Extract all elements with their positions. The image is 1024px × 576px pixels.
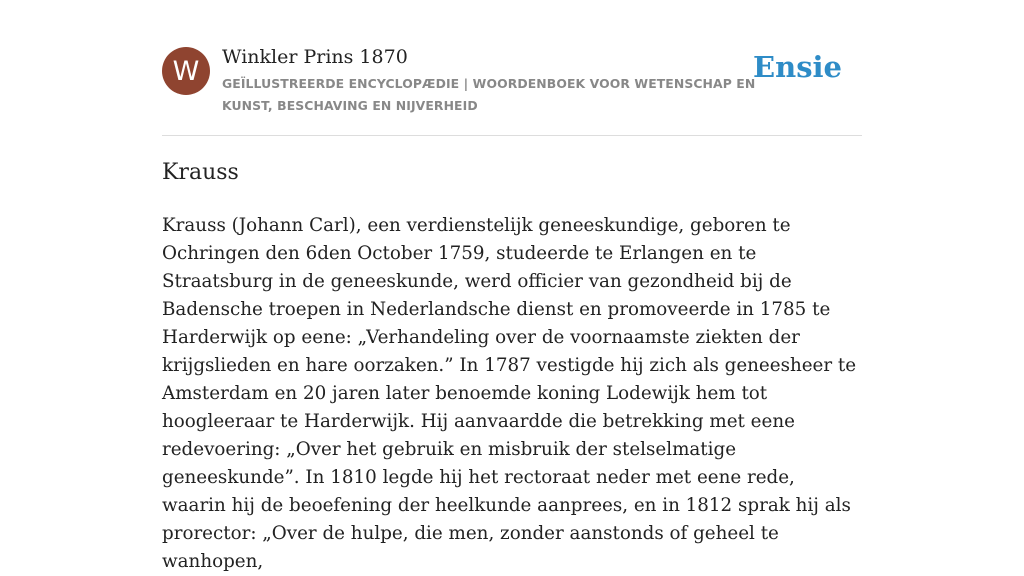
- source-avatar[interactable]: W: [162, 47, 210, 95]
- header-divider: [162, 135, 862, 136]
- ensie-logo[interactable]: Ensie: [753, 50, 842, 84]
- source-title[interactable]: Winkler Prins 1870: [222, 46, 408, 68]
- entry-title: Krauss: [162, 160, 239, 185]
- entry-body: Krauss (Johann Carl), een verdienstelijk geneeskundige, geboren te Ochringen den 6den October 1759, studeerde te Erlangen en te Straatsburg in de geneeskunde, werd officier van gezondheid bij de Badensche troepen in Nederlandsche dienst en promoveerde in 1785 te Harderwijk op eene: „Verhandeling over de voornaamste ziekten der krijgslieden en hare oorzaken.” In 1787 vestigde hij zich als geneesheer te Amsterdam en 20 jaren later benoemde koning Lodewijk hem tot hoogleeraar te Harderwijk. Hij aanvaardde die betrekking met eene redevoering: „Over het gebruik en misbruik der stelselmatige geneeskunde”. In 1810 legde hij het rectoraat neder met eene rede, waarin hij de beoefening der heelkunde aanprees, en in 1812 sprak hij als prorector: „Over de hulpe, die men, zonder aanstonds of geheel te wanhopen,: [162, 215, 857, 572]
- source-header: [162, 44, 862, 116]
- source-subtitle: GEÏLLUSTREERDE ENCYCLOPÆDIE | WOORDENBOEK VOOR WETENSCHAP EN KUNST, BESCHAVING EN NIJVERHEID: [222, 76, 756, 113]
